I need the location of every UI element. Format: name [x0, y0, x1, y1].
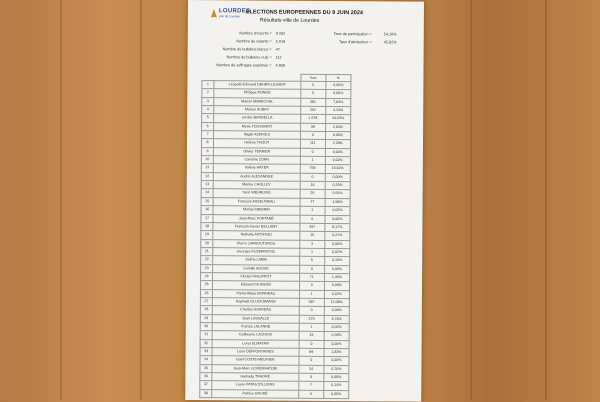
vote-percent: 0,33%: [325, 182, 350, 191]
stat-inscrits-value: 9 262: [275, 31, 286, 36]
list-number: 4: [202, 106, 214, 114]
candidate-name: Jean-Marc FORTANÉ: [213, 214, 300, 223]
candidate-name: Léon DEFFONTAINES: [212, 348, 299, 357]
list-number: 30: [200, 323, 212, 331]
vote-count: 1 678: [300, 115, 325, 124]
vote-percent: 7,84%: [326, 98, 351, 107]
vote-count: 99: [300, 123, 325, 132]
candidate-name: Olivier TERRIEN: [213, 147, 300, 156]
vote-percent: 1,83%: [324, 348, 349, 357]
vote-percent: 0,00%: [325, 173, 350, 182]
wood-grain: [140, 0, 142, 400]
vote-count: 1: [300, 206, 325, 215]
vote-count: 0: [299, 307, 324, 316]
list-number: 1: [202, 81, 214, 89]
list-number: 10: [201, 156, 213, 164]
candidate-name: Edouard HUSSON: [213, 281, 300, 290]
vote-percent: 0,00%: [324, 282, 349, 291]
vote-count: 0: [300, 131, 325, 140]
vote-percent: 0,00%: [324, 340, 349, 349]
header-votes: Voix: [301, 74, 326, 81]
vote-count: 0: [300, 215, 325, 224]
wood-grain: [60, 0, 62, 400]
vote-percent: 0,02%: [325, 157, 350, 166]
logo-subtext: ville de Lourdes: [218, 14, 240, 19]
vote-percent: 0,00%: [324, 265, 349, 274]
vote-percent: 2,04%: [325, 123, 350, 132]
vote-count: 381: [300, 98, 325, 107]
candidate-name: Marion MARECHAL: [214, 97, 301, 106]
list-number: 28: [200, 306, 212, 314]
vote-percent: 0,21%: [325, 232, 350, 241]
candidate-name: Jean LASSALLE: [212, 314, 299, 323]
vote-percent: 8,17%: [325, 223, 350, 232]
candidate-name: Laure PATAS D'ILLIERS: [212, 381, 299, 390]
list-number: 13: [201, 181, 213, 189]
vote-count: 0: [298, 390, 323, 399]
vote-count: 3: [299, 240, 324, 249]
stat-participation-value: 54,16%: [383, 32, 397, 37]
stat-nuls-label: Nombre de bulletins nuls =: [226, 55, 272, 60]
vote-count: 16: [300, 181, 325, 190]
candidate-name: Patrice GRUDÉ: [212, 389, 299, 398]
vote-percent: 0,70%: [324, 365, 349, 374]
list-number: 3: [202, 97, 214, 105]
candidate-name: Jean-Marc GOVERNATORI: [212, 364, 299, 373]
header-percent: %: [326, 74, 351, 81]
list-number: 5: [202, 114, 214, 122]
candidate-name: Hélène THOUY: [214, 139, 301, 148]
list-number: 19: [201, 231, 213, 239]
list-number: 29: [200, 314, 212, 322]
vote-count: 77: [300, 198, 325, 207]
candidate-name: Guillaume LACROIX: [212, 331, 299, 340]
candidate-name: Charles HOAREAU: [212, 306, 299, 315]
list-number: 34: [200, 356, 212, 364]
vote-percent: 0,02%: [325, 207, 350, 216]
list-number: 14: [201, 189, 213, 197]
vote-count: 0: [299, 265, 324, 274]
candidate-name: Caroline ZORN: [213, 156, 300, 165]
candidate-name: Yann WEHRLING: [213, 189, 300, 198]
candidate-name: Manon AUBRY: [214, 106, 301, 115]
list-number: 8: [201, 139, 213, 147]
list-number: 11: [201, 164, 213, 172]
vote-percent: 0,10%: [324, 257, 349, 266]
vote-count: 5: [299, 257, 324, 266]
stat-exprimes-label: Nombre de suffrages exprimés =: [216, 63, 272, 68]
lourdes-logo: [210, 8, 251, 20]
vote-percent: 0,00%: [325, 215, 350, 224]
candidate-name: Nagib AZERGUI: [214, 131, 301, 140]
vote-count: 0: [299, 340, 324, 349]
vote-percent: 0,00%: [325, 148, 350, 157]
results-table: [199, 73, 351, 399]
candidate-name: François ASSELINEAU: [213, 197, 300, 206]
vote-percent: 1,46%: [324, 273, 349, 282]
list-number: 35: [200, 364, 212, 372]
vote-percent: 5,74%: [324, 315, 349, 324]
stat-votants-label: Nombre de votants =: [236, 39, 272, 44]
vote-count: 0: [301, 81, 326, 90]
candidate-name: Jordan BARDELLA: [214, 114, 301, 123]
candidate-name: Pierre-Marie BONNEAU: [213, 289, 300, 298]
wood-grain: [470, 0, 472, 400]
candidate-name: Florian PHILIPPOT: [213, 273, 300, 282]
candidate-name: Léopold-Edouard DEHER-LESAINT: [214, 81, 301, 90]
candidate-name: Camille ADOUE: [213, 264, 300, 273]
vote-percent: 0,00%: [324, 373, 349, 382]
list-number: 23: [201, 264, 213, 272]
candidate-name: Marine CHOLLEY: [213, 181, 300, 190]
vote-percent: 0,00%: [324, 390, 349, 399]
vote-count: 7: [298, 382, 323, 391]
list-number: 37: [200, 381, 212, 389]
candidate-name: Lorys ELMAYAN: [212, 339, 299, 348]
vote-count: 1: [299, 290, 324, 299]
candidate-name: Françis LALANNE: [212, 323, 299, 332]
vote-count: 201: [300, 106, 325, 115]
vote-count: 111: [300, 140, 325, 149]
candidate-name: Gaël COSTE-MEUNIER: [212, 356, 299, 365]
vote-percent: 12,08%: [324, 298, 349, 307]
list-number: 20: [201, 239, 213, 247]
vote-percent: 0,00%: [324, 357, 349, 366]
vote-percent: 4,14%: [326, 106, 351, 115]
vote-count: 71: [299, 273, 324, 282]
vote-count: 587: [299, 298, 324, 307]
list-number: 6: [202, 122, 214, 130]
list-number: 36: [200, 373, 212, 381]
candidate-name: Selma LABIB: [213, 256, 300, 265]
vote-percent: 0,02%: [324, 290, 349, 299]
vote-percent: 0,14%: [324, 382, 349, 391]
results-sheet: [185, 0, 424, 402]
list-number: 21: [201, 247, 213, 255]
candidate-name: Marie TOUSSAINT: [214, 122, 301, 131]
list-number: 38: [200, 389, 212, 397]
vote-count: 1: [300, 156, 325, 165]
list-number: 18: [201, 222, 213, 230]
stat-exprimes-value: 4 858: [275, 63, 286, 68]
stat-votants-value: 5 016: [275, 39, 286, 44]
list-number: 17: [201, 214, 213, 222]
stat-abstention-label: Taux d'abstention =: [338, 40, 372, 45]
vote-count: 25: [300, 190, 325, 199]
stat-participation-label: Taux de participation =: [333, 32, 372, 37]
vote-count: 0: [298, 373, 323, 382]
candidate-name: Georges KUZMANOVIC: [213, 248, 300, 257]
vote-percent: 34,53%: [325, 115, 350, 124]
stat-inscrits-label: Nombre d'inscrits =: [239, 31, 272, 36]
candidate-name: Raphaël GLUCKSMANN: [212, 298, 299, 307]
list-number: 24: [201, 273, 213, 281]
stat-blancs-value: 47: [275, 47, 280, 52]
candidate-name: Pierre LARROUTUROU: [213, 239, 300, 248]
candidate-name: François-Xavier BELLAMY: [213, 223, 300, 232]
candidate-name: Nathalie ARTHAUD: [213, 231, 300, 240]
list-number: 27: [200, 298, 212, 306]
vote-percent: 0,02%: [325, 248, 350, 257]
list-number: 31: [200, 331, 212, 339]
list-number: 15: [201, 197, 213, 205]
vote-percent: 0,00%: [326, 81, 351, 90]
list-number: 33: [200, 348, 212, 356]
vote-percent: 1,58%: [325, 198, 350, 207]
list-number: 16: [201, 206, 213, 214]
list-number: 7: [202, 131, 214, 139]
logo-icon: [210, 8, 218, 18]
stat-abstention-value: 45,82%: [383, 40, 397, 45]
list-number: 26: [200, 289, 212, 297]
vote-count: 10: [299, 231, 324, 240]
list-number: 2: [202, 89, 214, 97]
vote-count: 0: [299, 357, 324, 366]
candidate-name: Audric ALEXANDRE: [213, 172, 300, 181]
vote-count: 1: [299, 323, 324, 332]
vote-percent: 0,00%: [326, 90, 351, 99]
list-number: 25: [200, 281, 212, 289]
vote-percent: 2,28%: [325, 140, 350, 149]
table-row: [200, 389, 349, 398]
list-number: 22: [201, 256, 213, 264]
candidate-name: Valérie HAYER: [213, 164, 300, 173]
vote-count: 397: [300, 223, 325, 232]
logo-text: LOURDES: [218, 8, 251, 15]
stat-nuls-value: 112: [275, 55, 282, 60]
list-number: 12: [201, 172, 213, 180]
wood-grain: [545, 0, 547, 400]
vote-count: 0: [300, 148, 325, 157]
candidate-name: Hamada TRAORÉ: [212, 373, 299, 382]
list-number: 9: [201, 147, 213, 155]
vote-count: 0: [300, 90, 325, 99]
vote-count: 0: [300, 173, 325, 182]
vote-count: 34: [299, 365, 324, 374]
candidate-name: Michel SIMONIN: [213, 206, 300, 215]
page-title: ELECTIONS EUROPEENNES DU 9 JUIN 2024: [245, 9, 363, 17]
vote-count: 279: [299, 315, 324, 324]
candidate-name: Philippe PONGE: [214, 89, 301, 98]
list-number: 32: [200, 339, 212, 347]
vote-percent: 0,00%: [325, 132, 350, 141]
vote-percent: 0,02%: [324, 323, 349, 332]
vote-percent: 15,62%: [325, 165, 350, 174]
vote-count: 1: [299, 248, 324, 257]
vote-count: 89: [299, 348, 324, 357]
page-subtitle: Résultats ville de Lourdes: [259, 17, 320, 24]
stat-blancs-label: Nombre de bulletins blancs =: [222, 47, 272, 52]
vote-percent: 0,00%: [324, 307, 349, 316]
vote-count: 19: [299, 332, 324, 341]
vote-percent: 0,39%: [324, 332, 349, 341]
vote-count: 759: [300, 165, 325, 174]
vote-percent: 0,06%: [325, 240, 350, 249]
vote-count: 0: [299, 282, 324, 291]
header-blank: [202, 74, 214, 81]
vote-percent: 0,51%: [325, 190, 350, 199]
